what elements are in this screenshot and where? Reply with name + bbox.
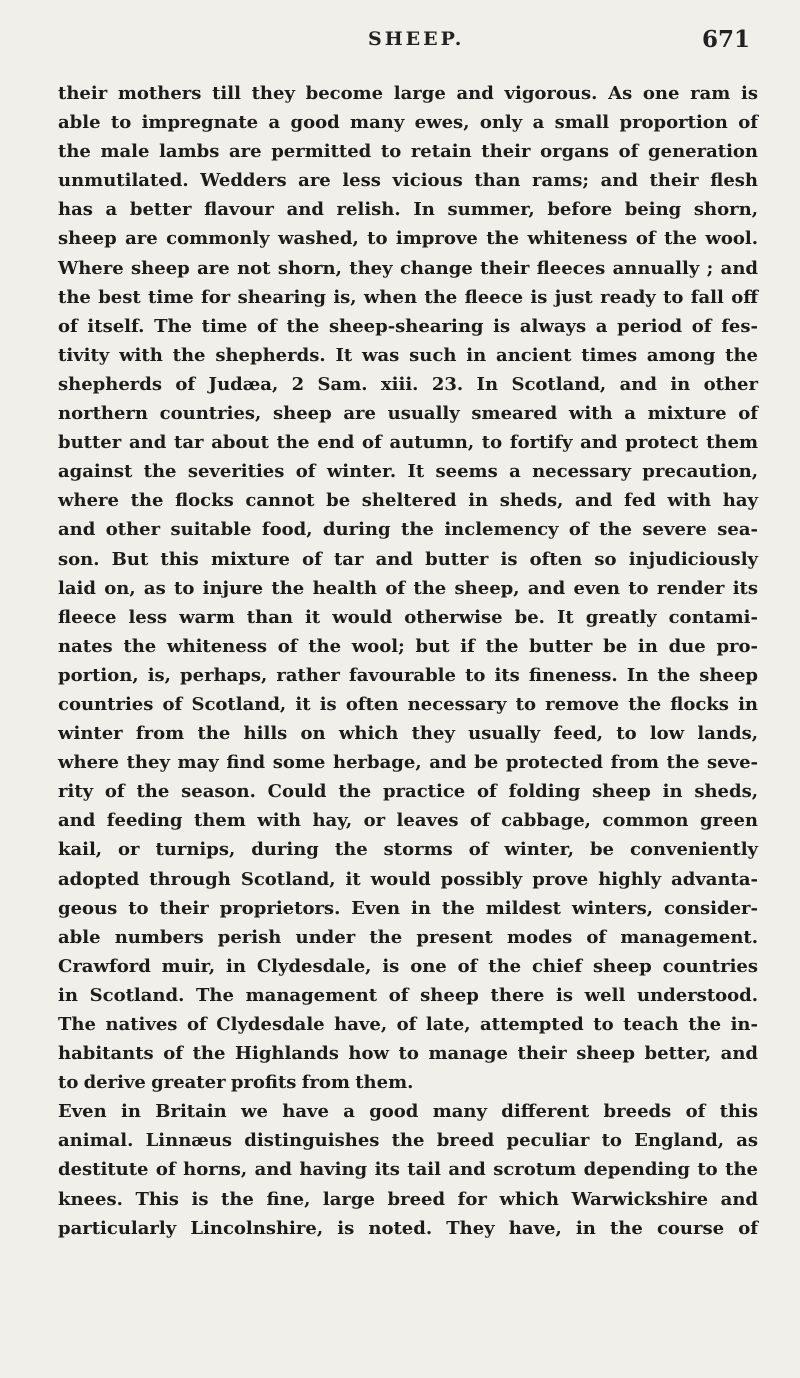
running-head-title: SHEEP.	[368, 28, 465, 50]
text-line: The natives of Clydesdale have, of late, attempted to teach the in-	[58, 1014, 758, 1035]
text-line: destitute of horns, and having its tail and scrotum depending to the	[58, 1159, 758, 1181]
text-line: able to impregnate a good many ewes, only a small proportion of	[58, 112, 758, 134]
text-line: the best time for shearing is, when the fleece is just ready to fall off	[58, 286, 758, 308]
text-line: Where sheep are not shorn, they change their fleeces annually ; and	[58, 257, 758, 279]
text-line: their mothers till they become large and vigorous. As one ram is	[58, 83, 758, 104]
text-line: Crawford muir, in Clydesdale, is one of the chief sheep countries	[58, 955, 758, 977]
text-line: laid on, as to injure the health of the sheep, and even to render its	[58, 577, 758, 599]
text-line: fleece less warm than it would otherwise be. It greatly contami-	[58, 606, 758, 628]
text-line: habitants of the Highlands how to manage their sheep better, and	[58, 1043, 758, 1065]
text-line: winter from the hills on which they usually feed, to low lands,	[58, 723, 758, 745]
paragraph-start-line: Even in Britain we have a good many different breeds of this	[58, 1101, 758, 1123]
text-line: unmutilated. Wedders are less vicious than rams; and their flesh	[58, 170, 758, 192]
body-text	[58, 79, 758, 1243]
text-line: animal. Linnæus distinguishes the breed peculiar to England, as	[58, 1130, 758, 1152]
text-line: against the severities of winter. It seems a necessary precaution,	[58, 461, 758, 483]
text-line: particularly Lincolnshire, is noted. They have, in the course of	[58, 1217, 758, 1239]
text-line: son. But this mixture of tar and butter is often so injudiciously	[58, 548, 758, 570]
running-head	[0, 28, 800, 60]
text-line: shepherds of Judæa, 2 Sam. xiii. 23. In Scotland, and in other	[58, 373, 758, 395]
text-line: tivity with the shepherds. It was such in ancient times among the	[58, 344, 758, 366]
text-line: knees. This is the fine, large breed for which Warwickshire and	[58, 1188, 758, 1210]
text-line: where the flocks cannot be sheltered in sheds, and fed with hay	[58, 490, 758, 512]
text-line: northern countries, sheep are usually smeared with a mixture of	[58, 403, 758, 425]
text-line: adopted through Scotland, it would possibly prove highly advanta-	[58, 868, 758, 890]
text-line: portion, is, perhaps, rather favourable to its fineness. In the sheep	[58, 664, 758, 686]
text-line: rity of the season. Could the practice of folding sheep in sheds,	[58, 781, 758, 803]
text-line: where they may find some herbage, and be protected from the seve-	[58, 752, 758, 774]
text-line: in Scotland. The management of sheep there is well understood.	[58, 984, 758, 1006]
text-line: and feeding them with hay, or leaves of cabbage, common green	[58, 810, 758, 832]
text-line: and other suitable food, during the inclemency of the severe sea-	[58, 519, 758, 541]
text-line: has a better flavour and relish. In summer, before being shorn,	[58, 199, 758, 221]
text-line: nates the whiteness of the wool; but if the butter be in due pro-	[58, 635, 758, 657]
text-line: geous to their proprietors. Even in the mildest winters, consider-	[58, 897, 758, 919]
paragraph-end-line: to derive greater profits from them.	[58, 1072, 414, 1094]
text-line: the male lambs are permitted to retain their organs of generation	[58, 141, 758, 163]
text-line: of itself. The time of the sheep-shearing is always a period of fes-	[58, 315, 758, 337]
text-line: sheep are commonly washed, to improve the whiteness of the wool.	[58, 228, 758, 250]
text-line: countries of Scotland, it is often necessary to remove the flocks in	[58, 693, 758, 715]
text-line: able numbers perish under the present modes of management.	[58, 926, 758, 948]
text-line: kail, or turnips, during the storms of winter, be conveniently	[58, 839, 758, 861]
text-line: butter and tar about the end of autumn, to fortify and protect them	[58, 432, 758, 454]
page-number: 671	[702, 26, 751, 53]
